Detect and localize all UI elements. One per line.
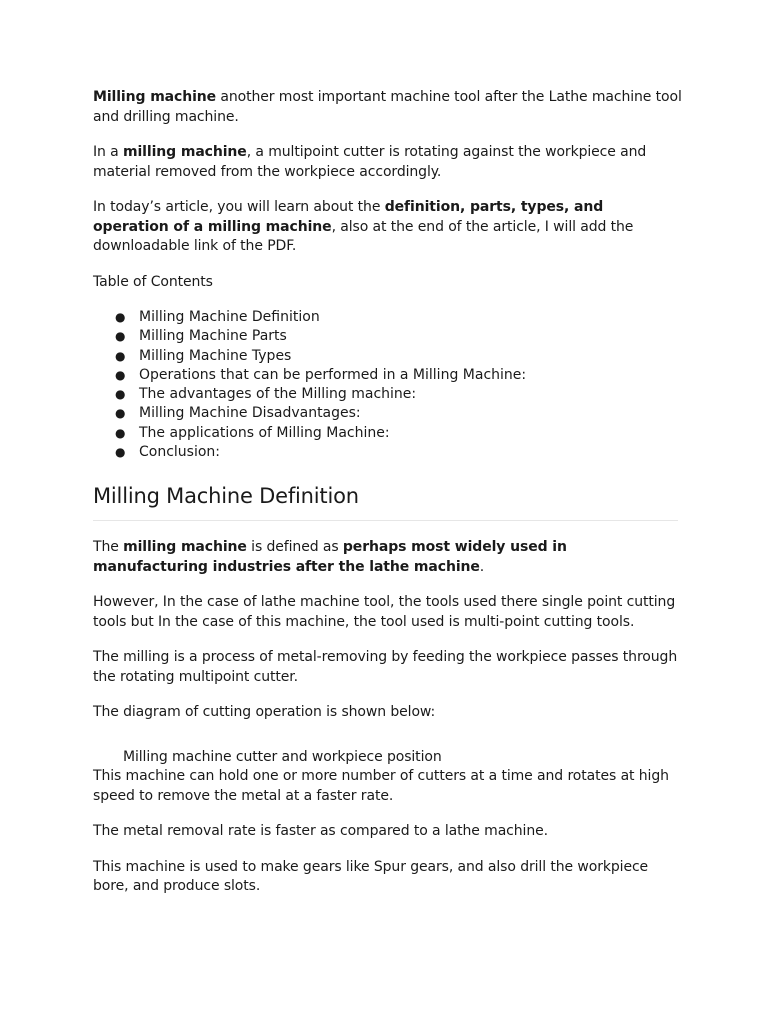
intro-text: In a bbox=[93, 144, 123, 160]
intro-text: In today’s article, you will learn about the bbox=[93, 199, 385, 215]
definition-text: is defined as bbox=[246, 539, 343, 556]
bullet-icon: ● bbox=[115, 425, 126, 440]
toc-item-definition[interactable] bbox=[115, 308, 683, 327]
definition-text: The bbox=[93, 539, 124, 556]
intro-bold-term: definition, parts, types, and operation of a milling machine bbox=[93, 199, 604, 235]
definition-paragraph-6: The metal removal rate is faster as compared to a lathe machine. bbox=[93, 823, 548, 840]
bullet-icon: ● bbox=[115, 406, 126, 421]
definition-paragraph-1 bbox=[93, 538, 683, 577]
toc-item-label: Milling Machine Definition bbox=[139, 309, 320, 325]
toc-item-label: Milling Machine Disadvantages: bbox=[139, 405, 361, 422]
toc-item-label: Milling Machine Parts bbox=[139, 328, 287, 345]
intro-paragraph-1 bbox=[93, 88, 683, 127]
definition-bold-term: perhaps most widely used in manufacturing industries after the lathe machine bbox=[93, 539, 567, 575]
intro-text: another most important machine tool after the Lathe machine tool and drilling machine. bbox=[93, 89, 682, 125]
section-heading: Milling Machine Definition bbox=[93, 484, 359, 509]
definition-paragraph-7: This machine is used to make gears like Spur gears, and also drill the workpiece bore, and produce slots. bbox=[93, 858, 649, 895]
intro-bold-term: milling machine bbox=[122, 144, 247, 160]
intro-paragraph-3 bbox=[93, 198, 683, 257]
toc-item-label: Milling Machine Types bbox=[139, 347, 292, 364]
toc-list bbox=[93, 308, 683, 462]
bullet-icon: ● bbox=[115, 445, 126, 460]
bullet-icon: ● bbox=[115, 329, 126, 344]
toc-item-operations[interactable] bbox=[115, 366, 683, 385]
toc-item-parts[interactable] bbox=[115, 327, 683, 346]
definition-text: . bbox=[479, 558, 485, 575]
toc-item-label: The advantages of the Milling machine: bbox=[139, 386, 417, 403]
bullet-icon: ● bbox=[115, 310, 126, 324]
toc-item-advantages[interactable] bbox=[115, 385, 683, 404]
toc-item-label: Operations that can be performed in a Milling Machine: bbox=[139, 366, 527, 383]
toc-item-conclusion[interactable] bbox=[115, 443, 683, 462]
definition-paragraph-2: However, In the case of lathe machine tool, the tools used there single point cutting tools but In the case of this machine, the tool used is multi-point cutting tools. bbox=[93, 594, 676, 630]
heading-divider bbox=[93, 520, 678, 521]
toc-title: Table of Contents bbox=[93, 273, 213, 290]
intro-bold-term: Milling machine bbox=[93, 89, 217, 105]
definition-paragraph-4: The diagram of cutting operation is shown below: bbox=[93, 704, 436, 721]
toc-item-label: Conclusion: bbox=[139, 444, 221, 461]
toc-item-types[interactable] bbox=[115, 347, 683, 366]
intro-text: , also at the end of the article, I will add the downloadable link of the PDF. bbox=[93, 218, 634, 254]
definition-paragraph-3: The milling is a process of metal-removing by feeding the workpiece passes through the rotating multipoint cutter. bbox=[93, 649, 678, 685]
bullet-icon: ● bbox=[115, 367, 126, 382]
definition-paragraph-5: This machine can hold one or more number of cutters at a time and rotates at high speed to remove the metal at a faster rate. bbox=[93, 768, 669, 804]
bullet-icon: ● bbox=[115, 387, 126, 402]
figure-caption: Milling machine cutter and workpiece position bbox=[123, 748, 442, 765]
toc-item-applications[interactable] bbox=[115, 424, 683, 443]
intro-text: , a multipoint cutter is rotating against the workpiece and material removed from the workpiece accordingly. bbox=[93, 144, 647, 180]
article bbox=[93, 88, 683, 897]
definition-bold-term: milling machine bbox=[123, 539, 247, 556]
toc-item-disadvantages[interactable] bbox=[115, 404, 683, 423]
toc-item-label: The applications of Milling Machine: bbox=[139, 424, 390, 441]
bullet-icon: ● bbox=[115, 348, 126, 363]
intro-paragraph-2 bbox=[93, 143, 683, 182]
